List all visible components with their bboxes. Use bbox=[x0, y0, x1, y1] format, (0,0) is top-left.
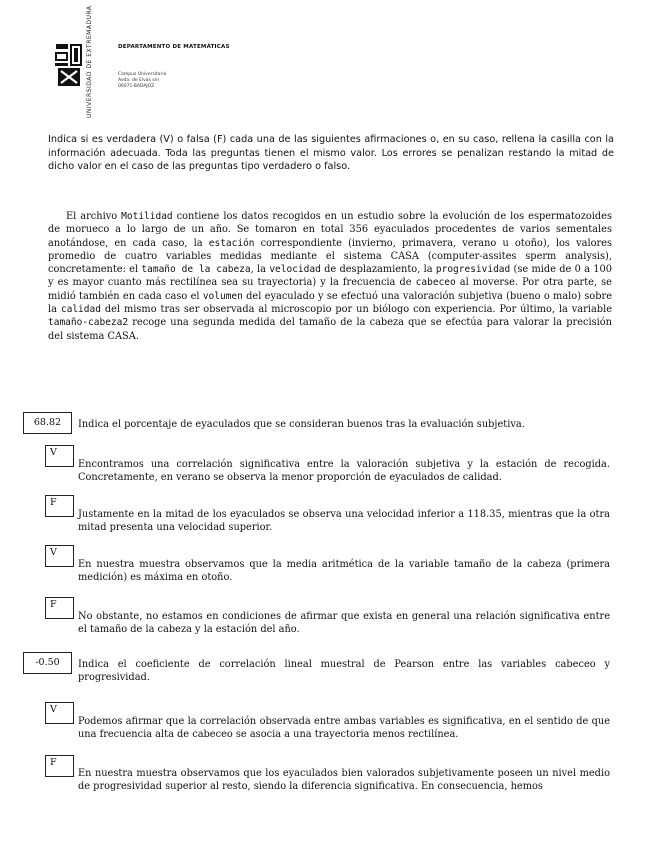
address-line: 06071-BADAJOZ bbox=[118, 84, 155, 89]
variable-name: Motilidad bbox=[121, 211, 173, 222]
answer-field[interactable]: F bbox=[45, 755, 74, 777]
address-line: Campus Universitario bbox=[118, 72, 167, 77]
variable-name: calidad bbox=[60, 304, 101, 316]
instructions-text: Indica si es verdadera (V) o falsa (F) cada una de las siguientes afirmaciones o, en su caso, rellena la casilla con la información adecuada. Toda las preguntas tienen el mismo valor. Los errores se penalizan restando la mitad de dicho valor en el caso de las preguntas tipo verdadero o falso. bbox=[48, 134, 614, 172]
department-name: DEPARTAMENTO DE MATEMÁTICAS bbox=[118, 44, 230, 50]
answer-field[interactable]: 68.82 bbox=[23, 412, 72, 434]
question-text: Podemos afirmar que la correlación observada entre ambas variables es significativa, en el sentido de que una frecuencia alta de cabeceo se asocia a una trayectoria menos rectilínea. bbox=[78, 716, 610, 740]
variable-name: progresividad bbox=[435, 264, 511, 276]
variable-name: tamaño-cabeza2 bbox=[48, 317, 129, 329]
university-seal-icon bbox=[55, 44, 83, 86]
answer-field[interactable]: F bbox=[45, 597, 74, 619]
question-text: Justamente en la mitad de los eyaculados se observa una velocidad inferior a 118.35, mientras que la otra mitad presenta una velocidad superior. bbox=[78, 509, 610, 533]
variable-name: cabeceo bbox=[415, 277, 456, 289]
answer-field[interactable]: V bbox=[45, 445, 74, 467]
answer-field[interactable]: V bbox=[45, 702, 74, 724]
answer-field[interactable]: -0.50 bbox=[23, 652, 72, 674]
variable-name: volumen bbox=[202, 290, 243, 302]
question-text: No obstante, no estamos en condiciones de afirmar que exista en general una relación significativa entre el tamaño de la cabeza y la estación del año. bbox=[78, 611, 610, 635]
answer-field[interactable]: F bbox=[45, 495, 74, 517]
address-line: Avda. de Elvas s/n bbox=[118, 78, 160, 83]
variable-name: tamaño de la cabeza bbox=[141, 264, 251, 276]
university-name-vertical: UNIVERSIDAD DE EXTREMADURA bbox=[86, 5, 93, 118]
question-text: En nuestra muestra observamos que la media aritmética de la variable tamaño de la cabeza (primera medición) es máxima en otoño. bbox=[78, 559, 610, 583]
variable-name: velocidad bbox=[269, 264, 321, 276]
question-text: Indica el porcentaje de eyaculados que se consideran buenos tras la evaluación subjetiva. bbox=[78, 419, 525, 430]
intro-paragraph: El archivo Motilidad contiene los datos recogidos en un estudio sobre la evolución de los espermatozoides de morueco a lo largo de un año. Se tomaron en total 356 eyaculados procedentes de varios sementales anotándose, en cada caso, la estación correspondiente (invierno, primavera, verano u otoño), los valores promedio de cuatro variables medidas mediante el sistema CASA (computer-assites sperm analysis), concretamente: el tamaño de la cabeza, la velocidad de desplazamiento, la progresividad (se mide de 0 a 100 y es mayor cuanto más rectilínea sea su trayectoria) y la frecuencia de cabeceo al moverse. Por otra parte, se midió también en cada caso el volumen del eyaculado y se efectuó una valoración subjetiva (bueno o malo) sobre la calidad del mismo tras ser observada al microscopio por un biólogo con experiencia. Por último, la variable tamaño-cabeza2 recoge una segunda medida del tamaño de la cabeza que se efectúa para valorar la precisión del sistema CASA. bbox=[48, 211, 613, 342]
variable-name: estación bbox=[208, 237, 255, 249]
answer-field[interactable]: V bbox=[45, 545, 74, 567]
question-text: Indica el coeficiente de correlación lineal muestral de Pearson entre las variables cabeceo y progresividad. bbox=[78, 659, 610, 683]
question-text: Encontramos una correlación significativa entre la valoración subjetiva y la estación de recogida. Concretamente, en verano se observa la menor proporción de eyaculados de calidad. bbox=[78, 459, 610, 483]
question-text: En nuestra muestra observamos que los eyaculados bien valorados subjetivamente poseen un nivel medio de progresividad superior al resto, siendo la diferencia significativa. En consecuencia, hemos bbox=[78, 768, 610, 792]
